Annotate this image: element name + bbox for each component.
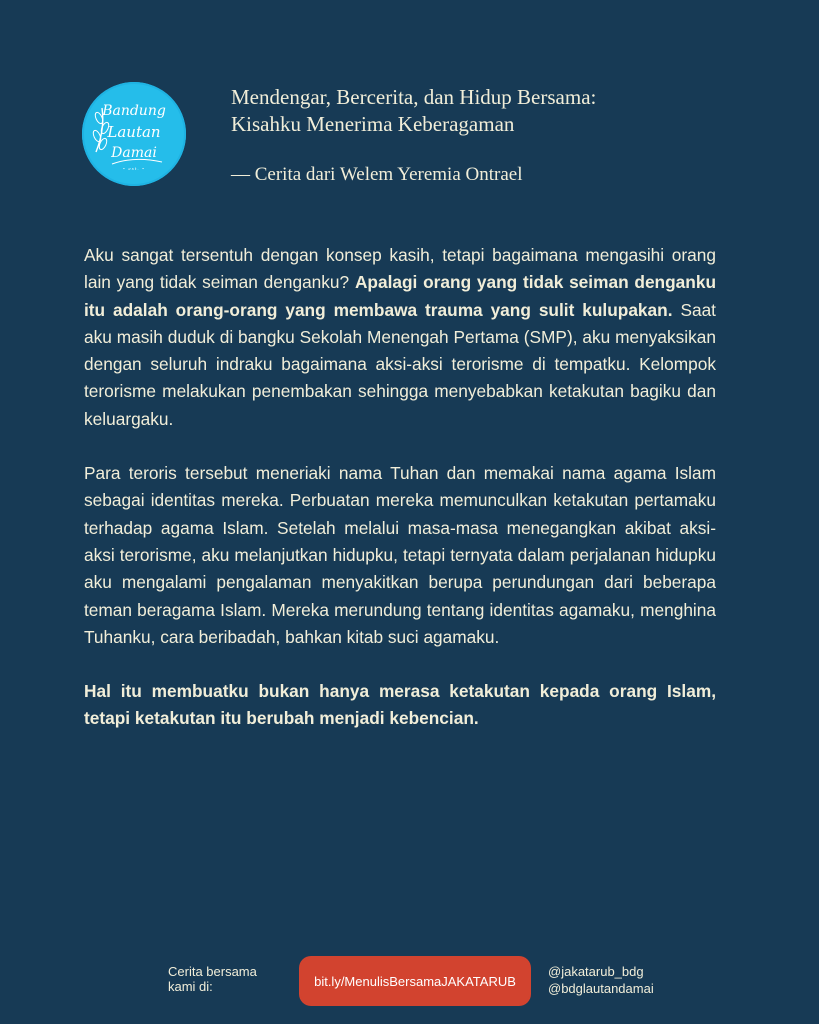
logo-text-damai: Damai: [111, 145, 157, 161]
paragraph-3-closing: Hal itu membuatku bukan hanya merasa ketakutan kepada orang Islam, tetapi ketakutan itu berubah menjadi kebencian.: [84, 681, 716, 729]
story-title: [231, 84, 701, 138]
footer-label: [168, 964, 257, 994]
bandung-lautan-damai-logo: [82, 82, 186, 186]
footer-label-line2: kami di:: [168, 979, 213, 994]
footer-label-line1: Cerita bersama: [168, 964, 257, 979]
paragraph-1-rest: Saat aku masih duduk di bangku Sekolah Menengah Pertama (SMP), aku menyaksikan dengan seluruh indraku bagaimana aksi-aksi terorisme di tempatku. Kelompok terorisme melakukan penembakan sehingga menyebabkan ketakutan bagiku dan keluargaku.: [84, 299, 716, 429]
paragraph-2: Para teroris tersebut meneriaki nama Tuhan dan memakai nama agama Islam sebagai identitas mereka. Perbuatan mereka memunculkan ketakutan pertamaku terhadap agama Islam. Setelah melalui masa-masa menegangkan akibat aksi-aksi terorisme, aku melanjutkan hidupku, tetapi ternyata dalam perjalanan hidupku aku mengalami pengalaman menyakitkan berupa perundungan dari beberapa teman beragama Islam. Mereka merundung tentang identitas agamaku, menghina Tuhanku, cara beribadah, bahkan kitab suci agamaku.: [84, 463, 716, 647]
story-title-line1: Mendengar, Bercerita, dan Hidup Bersama:: [231, 85, 597, 109]
logo-text-lautan: Lautan: [107, 123, 161, 141]
story-title-line2: Kisahku Menerima Keberagaman: [231, 112, 515, 136]
logo-text-small: • est. •: [122, 166, 146, 171]
story-body: [84, 242, 716, 760]
paragraph-1-emphasis: Apalagi orang yang tidak seiman denganku itu adalah orang-orang yang membawa trauma yang sulit kulupakan.: [84, 272, 716, 320]
paragraph-1-intro: Aku sangat tersentuh dengan konsep kasih, tetapi bagaimana mengasihi orang lain yang tidak seiman denganku?: [84, 245, 716, 293]
handle-jakatarub[interactable]: @jakatarub_bdg: [548, 964, 644, 979]
writing-link-button[interactable]: bit.ly/MenulisBersamaJAKATARUB: [301, 958, 529, 1004]
author-byline: — Cerita dari Welem Yeremia Ontrael: [231, 164, 523, 185]
handle-bdglautandamai[interactable]: @bdglautandamai: [548, 981, 654, 996]
logo-text-bandung: Bandung: [102, 103, 166, 119]
paragraph-1: [84, 242, 716, 433]
social-handles: [548, 963, 654, 997]
